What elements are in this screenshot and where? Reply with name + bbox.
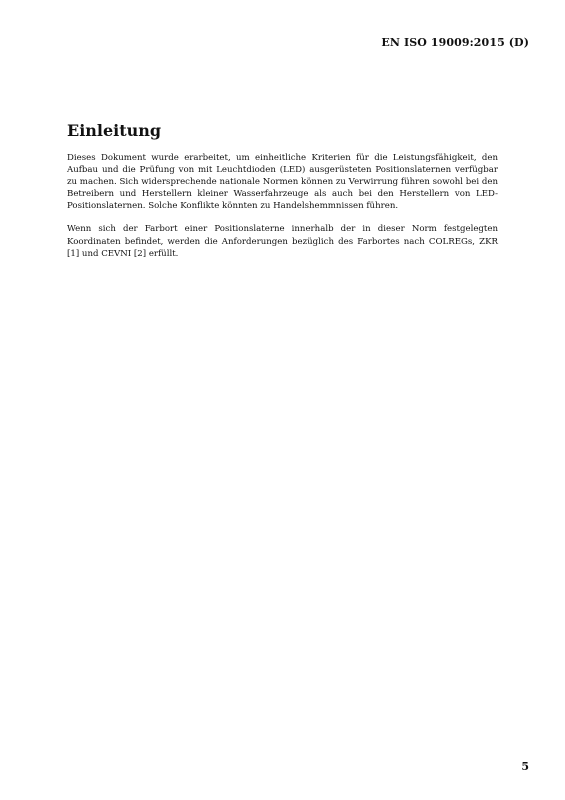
document-code-header: EN ISO 19009:2015 (D) bbox=[381, 36, 529, 49]
page-number: 5 bbox=[521, 760, 529, 773]
section-body bbox=[67, 152, 498, 271]
paragraph-2: Wenn sich der Farbort einer Positionslaterne innerhalb der in dieser Norm festgelegten Koordinaten befindet, werden die Anforderungen bezüglich des Farbortes nach COLREGs, ZKR [1] und CEVNI [2] erfüllt. bbox=[67, 224, 498, 259]
section-title: Einleitung bbox=[67, 121, 162, 140]
paragraph-1: Dieses Dokument wurde erarbeitet, um einheitliche Kriterien für die Leistungsfähigkeit, den Aufbau und die Prüfung von mit Leuchtdioden (LED) ausgerüsteten Positionslaternen verfügbar zu machen. Sich widersprechende nationale Normen können zu Verwirrung führen sowohl bei den Betreibern und Herstellern kleiner Wasserfahrzeuge als auch bei den Herstellern von LED-Positionslaternen. Solche Konflikte könnten zu Handelshemmnissen führen. bbox=[67, 153, 498, 212]
